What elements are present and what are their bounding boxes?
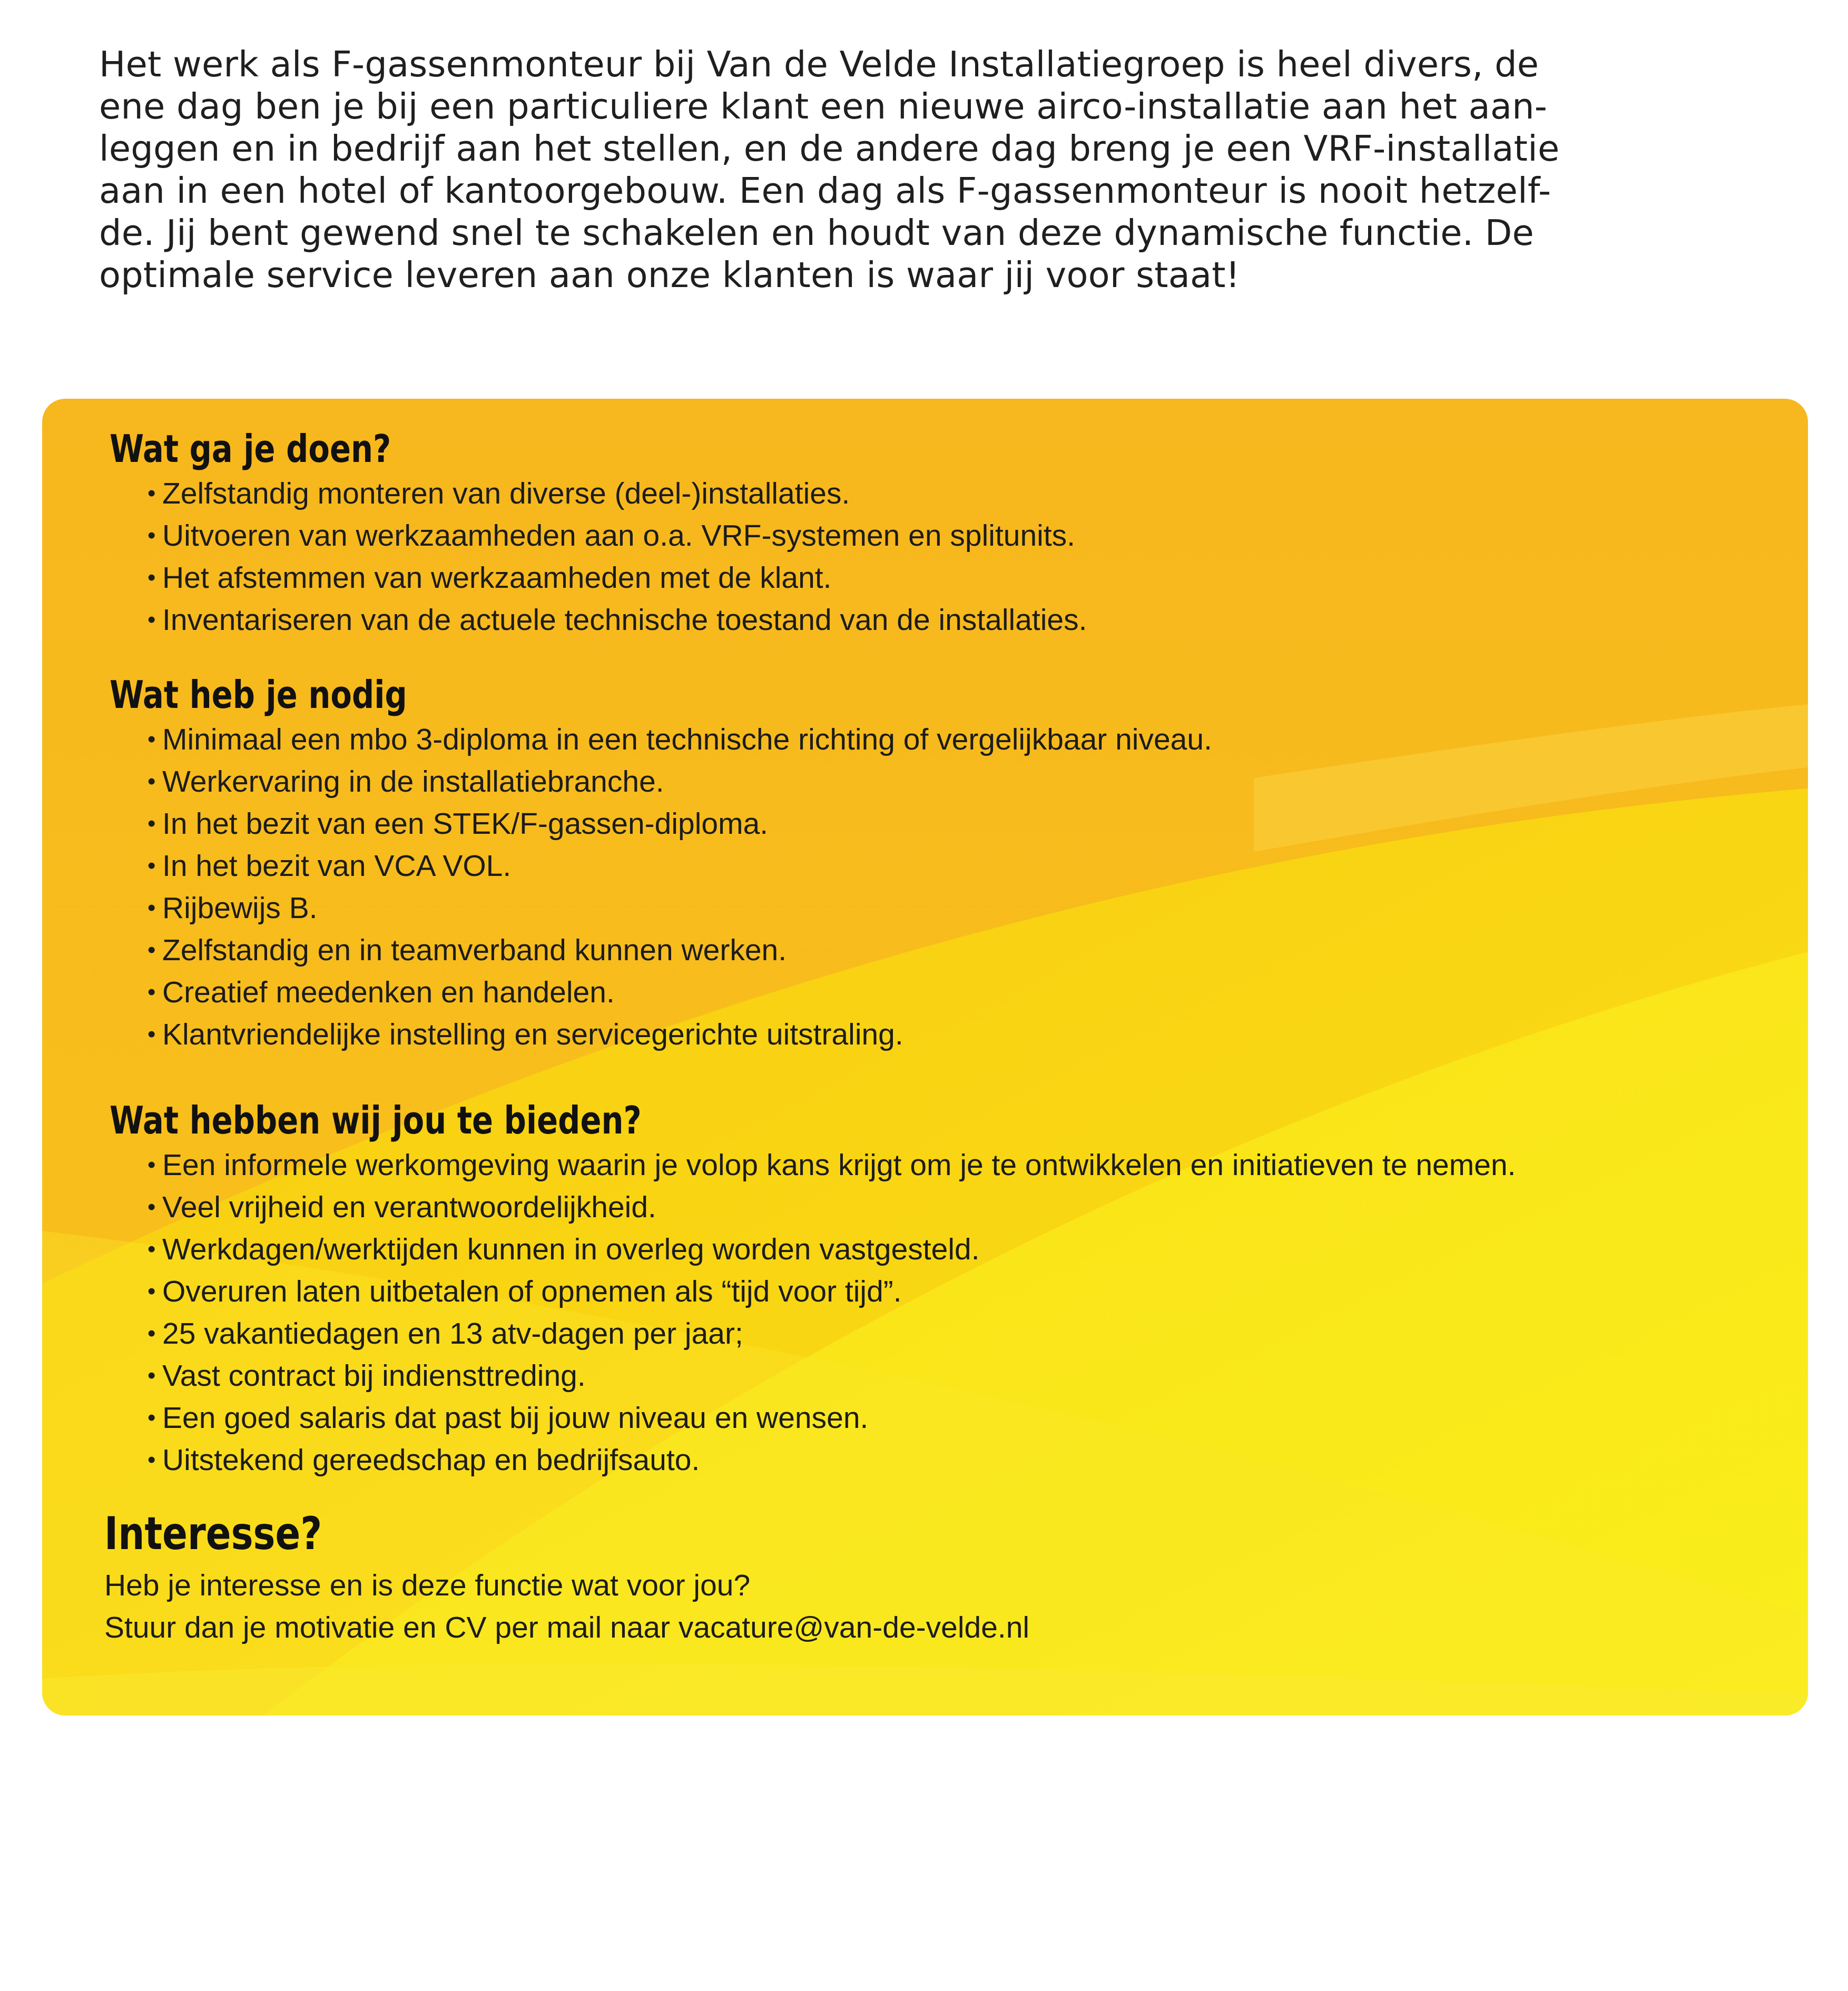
- list-item: • Uitstekend gereedschap en bedrijfsauto.: [105, 1439, 1516, 1481]
- intro-line: ene dag ben je bij een particuliere klant een nieuwe airco-installatie aan het aan-: [99, 86, 1548, 127]
- intro-line: leggen en in bedrijf aan het stellen, en de andere dag breng je een VRF-installatie: [99, 128, 1560, 169]
- requirements-list: [105, 718, 1212, 1056]
- list-item: • Werkdagen/werktijden kunnen in overleg worden vastgesteld.: [105, 1228, 1516, 1270]
- intro-line: de. Jij bent gewend snel te schakelen en houdt van deze dynamische functie. De: [99, 212, 1534, 253]
- section-title-requirements: Wat heb je nodig: [110, 673, 407, 717]
- intro-line: aan in een hotel of kantoorgebouw. Een dag als F-gassenmonteur is nooit hetzelf-: [99, 170, 1551, 211]
- list-item: • Rijbewijs B.: [105, 887, 1212, 929]
- panel-content: [42, 399, 1808, 1716]
- list-item: • Vast contract bij indiensttreding.: [105, 1355, 1516, 1397]
- list-item: • 25 vakantiedagen en 13 atv-dagen per jaar;: [105, 1313, 1516, 1355]
- list-item: • Zelfstandig en in teamverband kunnen werken.: [105, 929, 1212, 971]
- list-item: • Werkervaring in de installatiebranche.: [105, 761, 1212, 803]
- intro-paragraph: [99, 43, 1758, 296]
- contact-line-email: Stuur dan je motivatie en CV per mail naar vacature@van-de-velde.nl: [104, 1611, 1030, 1644]
- section-title-tasks: Wat ga je doen?: [110, 427, 391, 471]
- intro-line: optimale service leveren aan onze klanten is waar jij voor staat!: [99, 254, 1240, 295]
- list-item: • Overuren laten uitbetalen of opnemen als “tijd voor tijd”.: [105, 1270, 1516, 1313]
- list-item: • In het bezit van een STEK/F-gassen-diploma.: [105, 803, 1212, 845]
- contact-line: Heb je interesse en is deze functie wat voor jou?: [104, 1569, 751, 1602]
- contact-text: [104, 1564, 1029, 1649]
- list-item: • Uitvoeren van werkzaamheden aan o.a. VRF-systemen en splitunits.: [105, 515, 1087, 557]
- section-title-offer: Wat hebben wij jou te bieden?: [110, 1098, 642, 1142]
- list-item: • In het bezit van VCA VOL.: [105, 845, 1212, 887]
- tasks-list: [105, 472, 1087, 641]
- list-item: • Creatief meedenken en handelen.: [105, 971, 1212, 1013]
- list-item: • Klantvriendelijke instelling en servicegerichte uitstraling.: [105, 1013, 1212, 1056]
- intro-line: Het werk als F-gassenmonteur bij Van de Velde Installatiegroep is heel divers, de: [99, 44, 1539, 85]
- list-item: • Minimaal een mbo 3-diploma in een technische richting of vergelijkbaar niveau.: [105, 718, 1212, 761]
- list-item: • Inventariseren van de actuele technische toestand van de installaties.: [105, 599, 1087, 641]
- list-item: • Het afstemmen van werkzaamheden met de klant.: [105, 557, 1087, 599]
- job-details-panel: [42, 399, 1808, 1716]
- offer-list: [105, 1144, 1516, 1481]
- list-item: • Een goed salaris dat past bij jouw niveau en wensen.: [105, 1397, 1516, 1439]
- list-item: • Zelfstandig monteren van diverse (deel-)installaties.: [105, 472, 1087, 515]
- list-item: • Veel vrijheid en verantwoordelijkheid.: [105, 1186, 1516, 1228]
- list-item: • Een informele werkomgeving waarin je volop kans krijgt om je te ontwikkelen en initiatieven te nemen.: [105, 1144, 1516, 1186]
- interest-title: Interesse?: [104, 1507, 322, 1560]
